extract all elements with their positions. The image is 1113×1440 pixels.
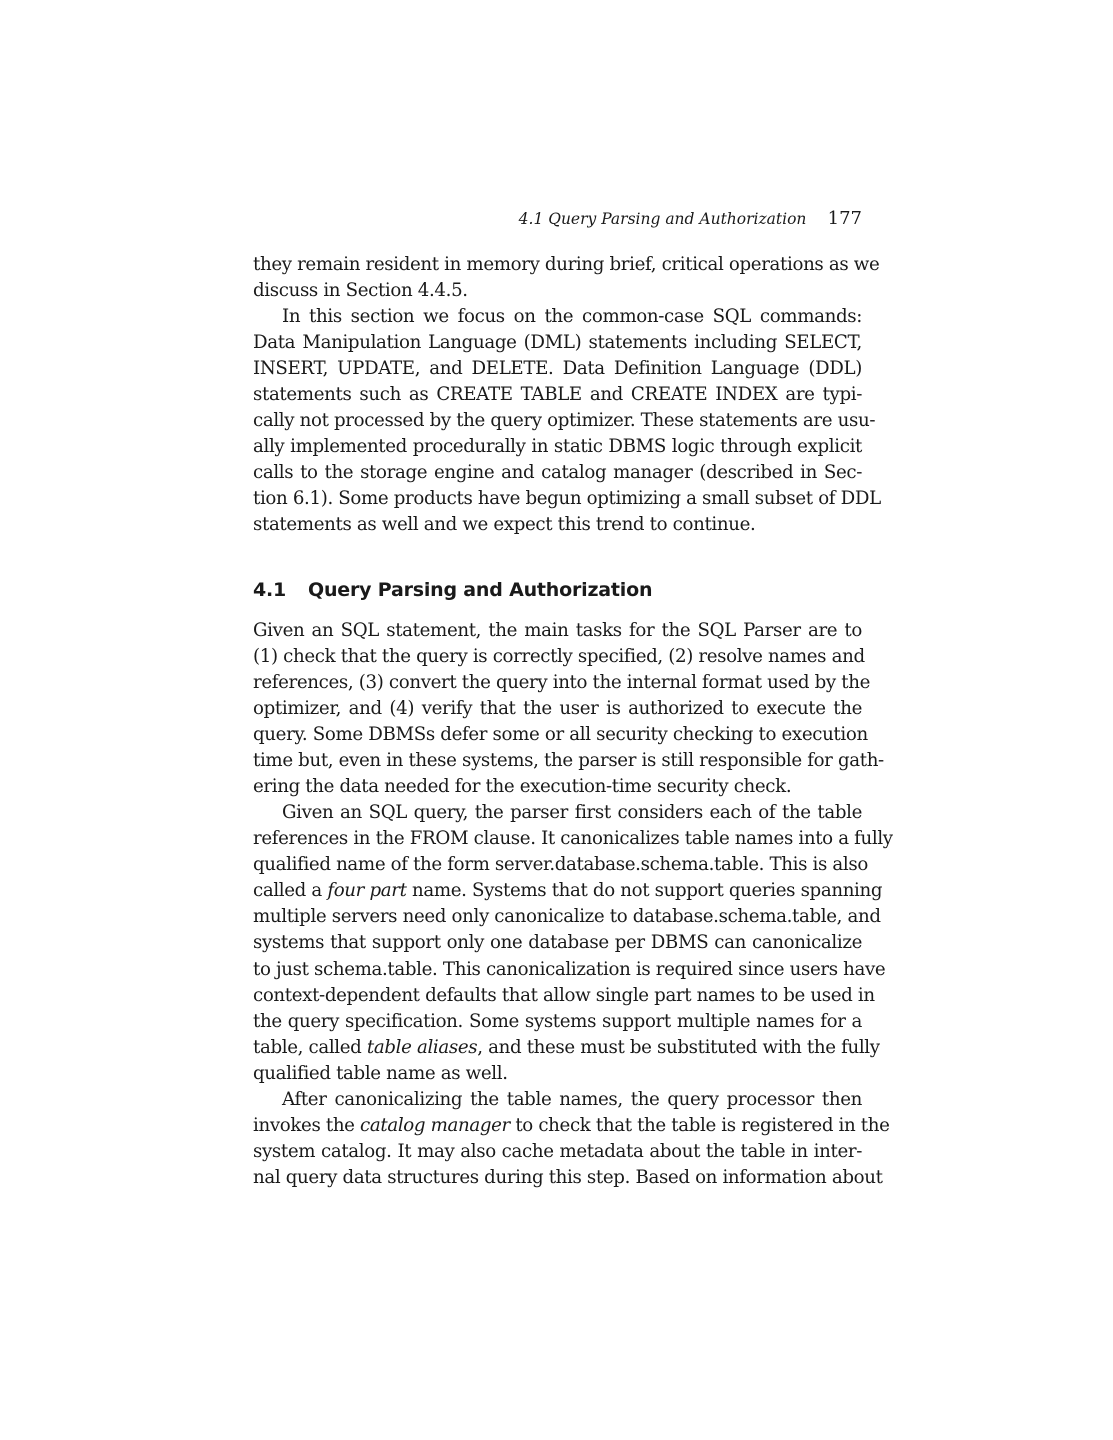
section-number: 4.1 — [253, 579, 287, 601]
text-line: query. Some DBMSs defer some or all security checking to execution — [253, 724, 868, 745]
text-line: qualified name of the form server.database.schema.table. This is also — [253, 854, 868, 875]
text-line: systems that support only one database per DBMS can canonicalize — [253, 932, 862, 953]
text-line: to just schema.table. This canonicalization is required since users have — [253, 959, 886, 980]
text-span: to check that the table is registered in the — [509, 1115, 890, 1136]
text-line: (1) check that the query is correctly specified, (2) resolve names and — [253, 646, 865, 667]
text-line: In this section we focus on the common-case SQL commands: — [282, 306, 862, 327]
text-line — [253, 1035, 880, 1061]
text-line: ally implemented procedurally in static DBMS logic through explicit — [253, 436, 862, 457]
text-line — [253, 878, 883, 904]
page-number: 177 — [827, 208, 862, 229]
text-line: multiple servers need only canonicalize to database.schema.table, and — [253, 906, 881, 927]
text-line: system catalog. It may also cache metadata about the table in inter- — [253, 1141, 862, 1162]
emphasized-term-table-aliases: table aliases — [366, 1037, 478, 1058]
text-line: cally not processed by the query optimizer. These statements are usu- — [253, 410, 876, 431]
text-line: optimizer, and (4) verify that the user is authorized to execute the — [253, 698, 862, 719]
text-line: Data Manipulation Language (DML) statements including SELECT, — [253, 332, 862, 353]
text-line: references, (3) convert the query into the internal format used by the — [253, 672, 870, 693]
text-line: references in the FROM clause. It canonicalizes table names into a fully — [253, 828, 893, 849]
text-line: ering the data needed for the execution-time security check. — [253, 776, 792, 797]
text-line: tion 6.1). Some products have begun optimizing a small subset of DDL — [253, 488, 881, 509]
text-line: the query specification. Some systems support multiple names for a — [253, 1011, 862, 1032]
text-line: context-dependent defaults that allow single part names to be used in — [253, 985, 875, 1006]
running-head-section-title: 4.1 Query Parsing and Authorization — [518, 210, 807, 228]
text-line: calls to the storage engine and catalog manager (described in Sec- — [253, 462, 862, 483]
emphasized-term-four-part: four part — [327, 880, 407, 901]
text-line: discuss in Section 4.4.5. — [253, 280, 468, 301]
text-span: called a — [253, 880, 328, 901]
text-line: statements such as CREATE TABLE and CREATE INDEX are typi- — [253, 384, 862, 405]
section-heading — [253, 576, 652, 604]
text-span: name. Systems that do not support queries spanning — [406, 880, 883, 901]
text-line: qualified table name as well. — [253, 1063, 508, 1084]
text-line: After canonicalizing the table names, the query processor then — [282, 1089, 862, 1110]
text-line: they remain resident in memory during brief, critical operations as we — [253, 254, 880, 275]
text-line: INSERT, UPDATE, and DELETE. Data Definition Language (DDL) — [253, 358, 862, 379]
text-line — [253, 1113, 890, 1139]
text-span: table, called — [253, 1037, 367, 1058]
section-title: Query Parsing and Authorization — [308, 579, 653, 601]
text-line: Given an SQL statement, the main tasks for the SQL Parser are to — [253, 620, 862, 641]
text-line: statements as well and we expect this trend to continue. — [253, 514, 756, 535]
text-span: invokes the — [253, 1115, 361, 1136]
running-head — [253, 207, 862, 231]
text-span: , and these must be substituted with the fully — [477, 1037, 880, 1058]
text-line: time but, even in these systems, the parser is still responsible for gath- — [253, 750, 884, 771]
emphasized-term-catalog-manager: catalog manager — [360, 1115, 510, 1136]
text-line: Given an SQL query, the parser first considers each of the table — [282, 802, 862, 823]
text-line: nal query data structures during this step. Based on information about — [253, 1167, 883, 1188]
